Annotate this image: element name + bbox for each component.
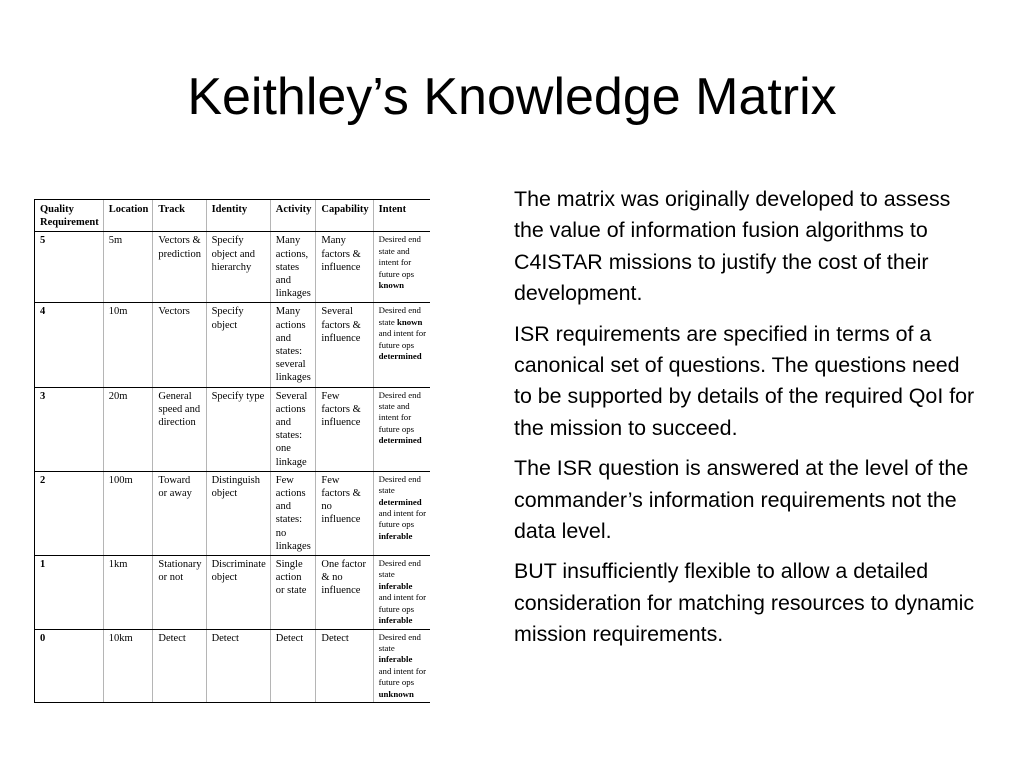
header-quality-requirement: Quality Requirement [35,200,104,232]
intent-cell [373,629,430,702]
track-cell: Detect [153,629,206,702]
track-cell: Vectors & prediction [153,232,206,303]
identity-cell: Distinguish object [206,471,270,555]
activity-cell: Several actions and states: one linkage [270,387,316,471]
identity-cell: Discriminate object [206,556,270,629]
intent-emphasis: inferable [378,530,413,541]
intent-text: Desired end state [378,305,421,327]
slide-title: Keithley’s Knowledge Matrix [187,68,837,126]
body-paragraph: ISR requirements are specified in terms of a canonical set of questions. The questions need to be supported by details of the required QoI for the mission to succeed. [514,321,975,440]
intent-text: and intent for future ops [378,328,427,350]
intent-cell [373,232,430,303]
intent-emphasis: inferable [378,580,413,591]
table-row [35,232,431,303]
level-cell: 3 [35,387,104,471]
location-cell: 5m [103,232,153,303]
body-paragraph: The ISR question is answered at the level of the commander’s information requirements not the data level. [514,456,969,544]
intent-cell [373,556,430,629]
location-cell: 10m [103,303,153,387]
header-activity: Activity [270,200,316,232]
level-cell: 2 [35,471,104,555]
identity-cell: Detect [206,629,270,702]
track-cell: Stationary or not [153,556,206,629]
intent-text: Desired end state [378,558,421,580]
level-cell: 1 [35,556,104,629]
activity-cell: Many actions, states and linkages [270,232,316,303]
header-identity: Identity [206,200,270,232]
level-cell: 0 [35,629,104,702]
capability-cell: Several factors & influence [316,303,373,387]
header-intent: Intent [373,200,430,232]
track-cell: General speed and direction [153,387,206,471]
track-cell: Toward or away [153,471,206,555]
table-row [35,303,431,387]
knowledge-matrix-table [34,199,430,703]
table-row [35,387,431,471]
intent-text: Desired end state and intent for future ops [378,234,421,279]
activity-cell: Detect [270,629,316,702]
identity-cell: Specify type [206,387,270,471]
intent-text: and intent for future ops [378,508,427,530]
intent-emphasis: known [378,280,405,291]
track-cell: Vectors [153,303,206,387]
body-paragraph: The matrix was originally developed to assess the value of information fusion algorithms to C4ISTAR missions to justify the cost of their development. [514,187,951,306]
capability-cell: Few factors & influence [316,387,373,471]
table-row [35,556,431,629]
header-location: Location [103,200,153,232]
activity-cell: Few actions and states: no linkages [270,471,316,555]
activity-cell: Single action or state [270,556,316,629]
level-cell: 4 [35,303,104,387]
level-cell: 5 [35,232,104,303]
intent-text: and intent for future ops [378,592,427,614]
slide-body-text [514,184,976,660]
intent-emphasis: known [396,316,423,327]
activity-cell: Many actions and states: several linkages [270,303,316,387]
intent-text: Desired end state [378,631,421,653]
identity-cell: Specify object and hierarchy [206,232,270,303]
intent-emphasis: determined [378,351,422,362]
location-cell: 100m [103,471,153,555]
intent-text: Desired end state and intent for future ops [378,389,421,434]
table-header-row [35,200,431,232]
intent-emphasis: determined [378,496,422,507]
location-cell: 10km [103,629,153,702]
identity-cell: Specify object [206,303,270,387]
capability-cell: Many factors & influence [316,232,373,303]
intent-cell [373,471,430,555]
capability-cell: Few factors & no influence [316,471,373,555]
intent-cell [373,303,430,387]
location-cell: 20m [103,387,153,471]
intent-text: and intent for future ops [378,665,427,688]
intent-emphasis: inferable [378,615,413,626]
intent-emphasis: inferable [378,654,413,665]
capability-cell: One factor & no influence [316,556,373,629]
intent-text: Desired end state [378,473,421,496]
location-cell: 1km [103,556,153,629]
table-row [35,471,431,555]
header-capability: Capability [316,200,373,232]
intent-emphasis: determined [378,435,422,446]
body-paragraph: BUT insufficiently flexible to allow a detailed consideration for matching resources to dynamic mission requirements. [514,559,975,647]
capability-cell: Detect [316,629,373,702]
intent-emphasis: unknown [378,688,414,699]
header-track: Track [153,200,206,232]
intent-cell [373,387,430,471]
table-row [35,629,431,702]
